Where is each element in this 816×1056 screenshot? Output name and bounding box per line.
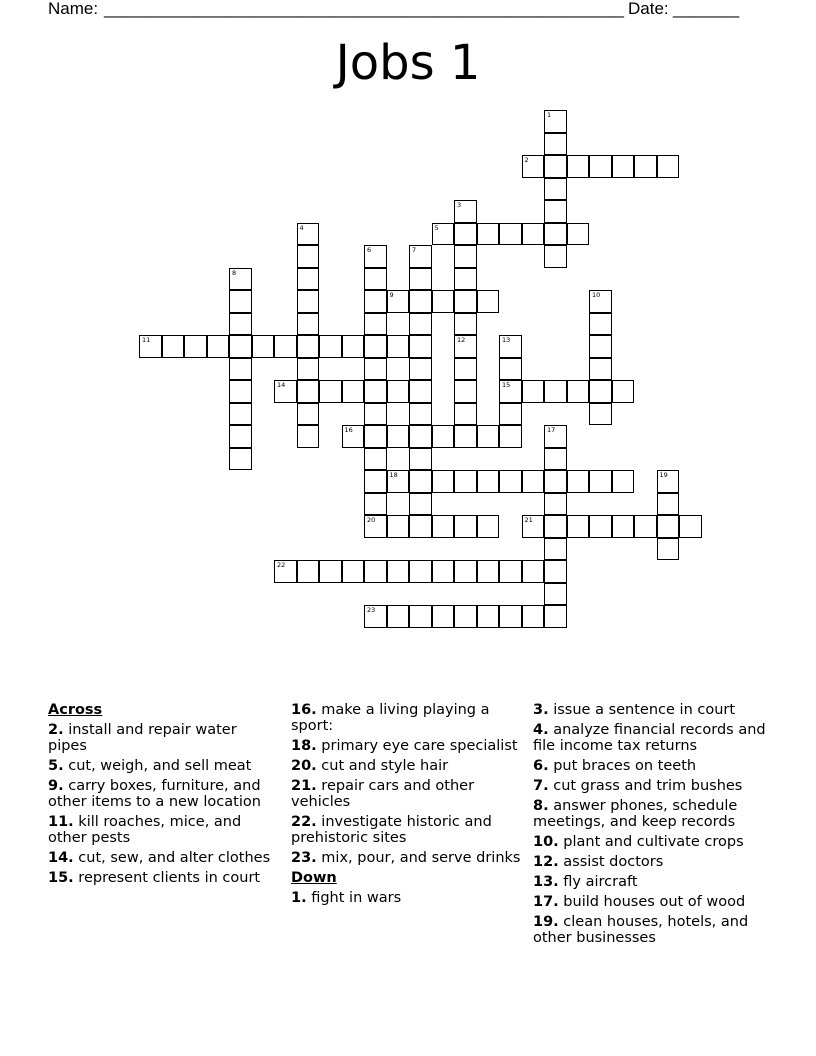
grid-cell[interactable] [387, 290, 410, 313]
grid-cell[interactable] [522, 470, 545, 493]
clue-number: 23 [367, 606, 376, 614]
clue-item [533, 778, 769, 794]
grid-cell[interactable] [409, 493, 432, 516]
clue-item [533, 894, 769, 910]
grid-cell[interactable] [522, 515, 545, 538]
grid-cell[interactable] [409, 268, 432, 291]
grid-cell[interactable] [544, 538, 567, 561]
clue-item [291, 778, 523, 810]
grid-cell[interactable] [432, 560, 455, 583]
grid-cell[interactable] [454, 470, 477, 493]
grid-cell[interactable] [589, 358, 612, 381]
clue-text: investigate historic and prehistoric sites [291, 814, 492, 846]
grid-cell[interactable] [364, 425, 387, 448]
clue-item [533, 914, 769, 946]
grid-cell[interactable] [567, 470, 590, 493]
clue-number: 6 [367, 246, 372, 254]
grid-cell[interactable] [274, 380, 297, 403]
grid-cell[interactable] [544, 583, 567, 606]
grid-cell[interactable] [477, 223, 500, 246]
grid-cell[interactable] [454, 403, 477, 426]
clue-item [48, 758, 280, 774]
grid-cell[interactable] [522, 223, 545, 246]
clues-column-3 [533, 702, 769, 950]
clue-number-label: 10. [533, 834, 559, 850]
grid-cell[interactable] [139, 335, 162, 358]
clue-number: 5 [434, 223, 439, 232]
grid-cell[interactable] [477, 290, 500, 313]
grid-cell[interactable] [162, 335, 185, 358]
grid-cell[interactable] [589, 290, 612, 313]
clue-number: 22 [277, 561, 286, 569]
grid-cell[interactable] [297, 358, 320, 381]
grid-cell[interactable] [567, 223, 590, 246]
grid-cell[interactable] [679, 515, 702, 538]
clue-number-label: 17. [533, 894, 559, 910]
clue-number-label: 23. [291, 850, 317, 866]
clue-text: cut, weigh, and sell meat [63, 758, 252, 774]
grid-cell[interactable] [544, 560, 567, 583]
clue-item [533, 874, 769, 890]
grid-cell[interactable] [342, 380, 365, 403]
grid-cell[interactable] [477, 425, 500, 448]
clue-number-label: 6. [533, 758, 549, 774]
grid-cell[interactable] [297, 403, 320, 426]
grid-cell[interactable] [364, 493, 387, 516]
grid-cell[interactable] [612, 515, 635, 538]
grid-cell[interactable] [297, 268, 320, 291]
clue-text: carry boxes, furniture, and other items to a new location [48, 778, 261, 810]
grid-cell[interactable] [319, 560, 342, 583]
clue-number: 13 [502, 336, 511, 344]
grid-cell[interactable] [589, 403, 612, 426]
clue-number: 2 [524, 156, 529, 164]
grid-cell[interactable] [409, 335, 432, 358]
grid-cell[interactable] [544, 515, 567, 538]
grid-cell[interactable] [409, 425, 432, 448]
clue-item [48, 814, 280, 846]
grid-cell[interactable] [387, 335, 410, 358]
grid-cell[interactable] [544, 245, 567, 268]
grid-cell[interactable] [454, 358, 477, 381]
grid-cell[interactable] [544, 133, 567, 156]
grid-cell[interactable] [229, 380, 252, 403]
clue-text: make a living playing a sport: [291, 702, 490, 734]
clue-text: repair cars and other vehicles [291, 778, 475, 810]
grid-cell[interactable] [364, 448, 387, 471]
grid-cell[interactable] [454, 290, 477, 313]
grid-cell[interactable] [297, 313, 320, 336]
grid-cell[interactable] [499, 358, 522, 381]
section-heading: Across [48, 702, 103, 718]
clue-number-label: 9. [48, 778, 64, 794]
clue-number: 9 [389, 291, 394, 299]
grid-cell[interactable] [364, 605, 387, 628]
grid-cell[interactable] [657, 470, 680, 493]
grid-cell[interactable] [409, 515, 432, 538]
grid-cell[interactable] [387, 560, 410, 583]
grid-cell[interactable] [364, 245, 387, 268]
grid-cell[interactable] [319, 380, 342, 403]
grid-cell[interactable] [612, 380, 635, 403]
clue-number: 10 [592, 291, 601, 299]
grid-cell[interactable] [589, 155, 612, 178]
grid-cell[interactable] [364, 380, 387, 403]
grid-cell[interactable] [432, 605, 455, 628]
grid-cell[interactable] [522, 380, 545, 403]
grid-cell[interactable] [477, 605, 500, 628]
grid-cell[interactable] [544, 425, 567, 448]
clue-text: fly aircraft [558, 874, 638, 890]
clue-item [291, 890, 523, 906]
clue-text: mix, pour, and serve drinks [316, 850, 521, 866]
grid-cell[interactable] [454, 515, 477, 538]
grid-cell[interactable] [567, 155, 590, 178]
grid-cell[interactable] [342, 560, 365, 583]
grid-cell[interactable] [432, 290, 455, 313]
grid-cell[interactable] [207, 335, 230, 358]
clue-item [533, 834, 769, 850]
clue-number-label: 21. [291, 778, 317, 794]
grid-cell[interactable] [387, 515, 410, 538]
grid-cell[interactable] [544, 223, 567, 246]
grid-cell[interactable] [364, 403, 387, 426]
grid-cell[interactable] [589, 515, 612, 538]
grid-cell[interactable] [499, 605, 522, 628]
grid-cell[interactable] [229, 335, 252, 358]
grid-cell[interactable] [454, 268, 477, 291]
clue-text: assist doctors [558, 854, 664, 870]
grid-cell[interactable] [364, 268, 387, 291]
grid-cell[interactable] [544, 200, 567, 223]
name-label: Name: [48, 0, 99, 18]
grid-cell[interactable] [409, 358, 432, 381]
clue-item [48, 850, 280, 866]
page-title: Jobs 1 [335, 35, 481, 91]
grid-cell[interactable] [274, 560, 297, 583]
grid-cell[interactable] [499, 470, 522, 493]
clue-text: primary eye care specialist [316, 738, 518, 754]
grid-cell[interactable] [229, 403, 252, 426]
grid-cell[interactable] [454, 425, 477, 448]
grid-cell[interactable] [229, 358, 252, 381]
grid-cell[interactable] [387, 380, 410, 403]
grid-cell[interactable] [589, 313, 612, 336]
clue-item [48, 778, 280, 810]
clue-number: 8 [232, 268, 237, 277]
grid-cell[interactable] [297, 425, 320, 448]
clue-number: 19 [659, 471, 668, 479]
grid-cell[interactable] [589, 380, 612, 403]
grid-cell[interactable] [409, 380, 432, 403]
grid-cell[interactable] [522, 560, 545, 583]
name-field[interactable]: _______________________________________________________ [104, 0, 625, 18]
clue-text: answer phones, schedule meetings, and keep records [533, 798, 738, 830]
grid-cell[interactable] [252, 335, 275, 358]
grid-cell[interactable] [364, 470, 387, 493]
grid-cell[interactable] [432, 515, 455, 538]
clue-item [533, 702, 769, 718]
grid-cell[interactable] [454, 245, 477, 268]
grid-cell[interactable] [297, 245, 320, 268]
grid-cell[interactable] [499, 335, 522, 358]
grid-cell[interactable] [544, 380, 567, 403]
grid-cell[interactable] [409, 403, 432, 426]
grid-cell[interactable] [229, 448, 252, 471]
grid-cell[interactable] [567, 515, 590, 538]
grid-cell[interactable] [454, 380, 477, 403]
grid-cell[interactable] [657, 155, 680, 178]
grid-cell[interactable] [499, 560, 522, 583]
grid-cell[interactable] [364, 313, 387, 336]
grid-cell[interactable] [409, 470, 432, 493]
grid-cell[interactable] [409, 313, 432, 336]
grid-cell[interactable] [432, 425, 455, 448]
grid-cell[interactable] [229, 290, 252, 313]
clue-item [533, 854, 769, 870]
grid-cell[interactable] [499, 223, 522, 246]
grid-cell[interactable] [544, 110, 567, 133]
date-field[interactable]: _______ [673, 0, 740, 18]
grid-cell[interactable] [274, 335, 297, 358]
clue-number: 16 [344, 426, 353, 434]
grid-cell[interactable] [409, 290, 432, 313]
grid-cell[interactable] [364, 290, 387, 313]
clue-number-label: 8. [533, 798, 549, 814]
clue-text: cut, sew, and alter clothes [73, 850, 271, 866]
clue-number: 11 [142, 336, 151, 344]
clue-text: cut grass and trim bushes [548, 778, 743, 794]
clue-text: put braces on teeth [548, 758, 697, 774]
grid-cell[interactable] [612, 155, 635, 178]
clue-text: fight in wars [306, 890, 402, 906]
grid-cell[interactable] [657, 493, 680, 516]
grid-cell[interactable] [454, 200, 477, 223]
grid-cell[interactable] [544, 155, 567, 178]
section-heading: Down [291, 870, 337, 886]
grid-cell[interactable] [229, 425, 252, 448]
grid-cell[interactable] [342, 425, 365, 448]
clue-number-label: 15. [48, 870, 74, 886]
clue-text: issue a sentence in court [548, 702, 736, 718]
clue-text: install and repair water pipes [48, 722, 237, 754]
grid-cell[interactable] [454, 313, 477, 336]
clue-item [48, 722, 280, 754]
clue-item [533, 722, 769, 754]
clue-number-label: 18. [291, 738, 317, 754]
clue-number-label: 5. [48, 758, 64, 774]
grid-cell[interactable] [297, 223, 320, 246]
clue-item [291, 814, 523, 846]
grid-cell[interactable] [184, 335, 207, 358]
grid-cell[interactable] [477, 470, 500, 493]
clue-number-label: 16. [291, 702, 317, 718]
grid-cell[interactable] [499, 380, 522, 403]
clue-number: 14 [277, 381, 286, 389]
clue-number: 4 [299, 223, 304, 232]
grid-cell[interactable] [522, 605, 545, 628]
clue-item [291, 758, 523, 774]
clue-item [533, 798, 769, 830]
grid-cell[interactable] [499, 403, 522, 426]
clue-text: clean houses, hotels, and other businesses [533, 914, 749, 946]
clue-number-label: 1. [291, 890, 307, 906]
grid-cell[interactable] [387, 425, 410, 448]
clue-item [291, 702, 523, 734]
clue-number: 18 [389, 471, 398, 479]
grid-cell[interactable] [522, 155, 545, 178]
grid-cell[interactable] [544, 470, 567, 493]
grid-cell[interactable] [364, 515, 387, 538]
clue-number: 21 [524, 516, 533, 524]
clue-item [533, 758, 769, 774]
grid-cell[interactable] [297, 560, 320, 583]
clue-text: build houses out of wood [558, 894, 746, 910]
grid-cell[interactable] [432, 470, 455, 493]
grid-cell[interactable] [364, 358, 387, 381]
grid-cell[interactable] [657, 538, 680, 561]
clue-text: represent clients in court [73, 870, 261, 886]
grid-cell[interactable] [657, 515, 680, 538]
clue-number-label: 4. [533, 722, 549, 738]
grid-cell[interactable] [544, 448, 567, 471]
clues-column-2 [291, 702, 523, 910]
grid-cell[interactable] [409, 560, 432, 583]
grid-cell[interactable] [409, 448, 432, 471]
clue-number-label: 19. [533, 914, 559, 930]
clue-number-label: 7. [533, 778, 549, 794]
clue-item [291, 738, 523, 754]
clue-text: kill roaches, mice, and other pests [48, 814, 242, 846]
grid-cell[interactable] [454, 605, 477, 628]
grid-cell[interactable] [409, 605, 432, 628]
clue-number-label: 12. [533, 854, 559, 870]
grid-cell[interactable] [454, 335, 477, 358]
grid-cell[interactable] [229, 268, 252, 291]
clue-number: 17 [547, 426, 556, 434]
grid-cell[interactable] [544, 605, 567, 628]
grid-cell[interactable] [432, 223, 455, 246]
clues-column-1 [48, 702, 280, 890]
clue-number-label: 11. [48, 814, 74, 830]
grid-cell[interactable] [342, 335, 365, 358]
grid-cell[interactable] [364, 335, 387, 358]
grid-cell[interactable] [387, 605, 410, 628]
clue-number-label: 22. [291, 814, 317, 830]
clue-text: plant and cultivate crops [558, 834, 744, 850]
clue-number-label: 2. [48, 722, 64, 738]
grid-cell[interactable] [454, 223, 477, 246]
grid-cell[interactable] [634, 155, 657, 178]
grid-cell[interactable] [612, 470, 635, 493]
clue-number: 12 [457, 336, 466, 344]
clue-number-label: 13. [533, 874, 559, 890]
grid-cell[interactable] [409, 245, 432, 268]
clue-text: cut and style hair [316, 758, 449, 774]
clue-number-label: 20. [291, 758, 317, 774]
grid-cell[interactable] [634, 515, 657, 538]
clue-number: 7 [412, 246, 417, 254]
grid-cell[interactable] [499, 425, 522, 448]
grid-cell[interactable] [454, 560, 477, 583]
grid-cell[interactable] [477, 515, 500, 538]
clue-number: 1 [547, 111, 552, 119]
grid-cell[interactable] [589, 335, 612, 358]
grid-cell[interactable] [589, 470, 612, 493]
grid-cell[interactable] [387, 470, 410, 493]
clue-item [291, 850, 523, 866]
grid-cell[interactable] [364, 560, 387, 583]
date-label: Date: [628, 0, 669, 18]
grid-cell[interactable] [297, 380, 320, 403]
grid-cell[interactable] [297, 290, 320, 313]
clue-number: 20 [367, 516, 376, 524]
grid-cell[interactable] [567, 380, 590, 403]
clue-number-label: 14. [48, 850, 74, 866]
clue-number-label: 3. [533, 702, 549, 718]
grid-cell[interactable] [319, 335, 342, 358]
clue-number: 3 [457, 201, 462, 209]
clue-item [48, 870, 280, 886]
grid-cell[interactable] [544, 178, 567, 201]
clue-text: analyze financial records and file income tax returns [533, 722, 766, 754]
grid-cell[interactable] [297, 335, 320, 358]
grid-cell[interactable] [544, 493, 567, 516]
clue-number: 15 [502, 381, 511, 389]
grid-cell[interactable] [477, 560, 500, 583]
grid-cell[interactable] [229, 313, 252, 336]
